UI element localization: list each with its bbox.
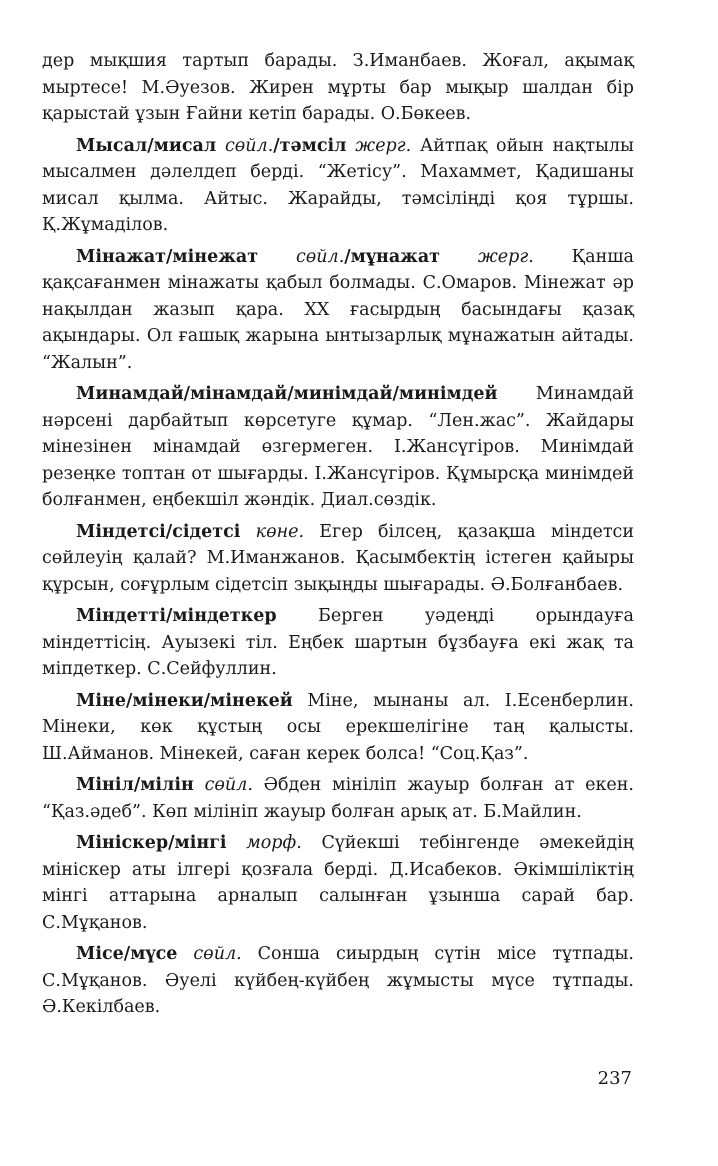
usage-mark: сөйл. bbox=[295, 246, 345, 267]
dictionary-entry bbox=[42, 244, 634, 377]
entry-headword: Міндетті/міндеткер bbox=[76, 606, 277, 626]
usage-mark: сөйл. bbox=[224, 135, 274, 156]
usage-mark: жерг. bbox=[477, 246, 534, 267]
usage-mark: сөйл. bbox=[193, 944, 242, 964]
dictionary-entry bbox=[42, 381, 634, 514]
entry-text: Қанша қақсағанмен мінажаты қабыл болмады. С.Омаров. Мінежат әр нақылдан жазып қара. XX ғасырдың басындағы қазақ ақындары. Ол ғашық жарына ынтызарлық мұнажатын айтады. “Жалын”. bbox=[42, 246, 634, 373]
entry-headword: Мысал/мисал bbox=[76, 135, 217, 156]
usage-mark: сөйл. bbox=[204, 775, 253, 795]
entry-text: Әбден мініліп жауыр болған ат екен. “Қаз.әдеб”. Көп мілініп жауыр болған арық ат. Б.Майлин. bbox=[42, 775, 634, 822]
usage-mark: көне. bbox=[255, 521, 305, 542]
dictionary-entry bbox=[42, 772, 634, 825]
page-number: 237 bbox=[597, 1068, 632, 1089]
dictionary-page bbox=[42, 48, 634, 1026]
usage-mark: жерг. bbox=[355, 135, 412, 156]
entry-headword: Мініскер/мінгі bbox=[76, 833, 227, 853]
entry-text: Берген уәдеңді орындауға міндеттісің. Ауызекі тіл. Еңбек шартын бұзбауға екі жақ та міпдеткер. С.Сейфуллин. bbox=[42, 606, 634, 679]
entry-headword-variant: /тәмсіл bbox=[273, 135, 347, 156]
entry-text: Міне, мынаны ал. І.Есенберлин. Мінеки, көк құстың осы ерекшелігіне таң қалысты. Ш.Айманов. Мінекей, саған керек болса! “Соц.Қаз”. bbox=[42, 690, 634, 764]
dictionary-entry bbox=[42, 519, 634, 599]
entry-text: Егер білсең, қазақша міндетси сөйлеуің қалай? М.Иманжанов. Қасымбектің істеген қайыры құрсын, соғұрлым сідетсіп зықыңды шығарады. Ә.Болғанбаев. bbox=[42, 521, 634, 595]
dictionary-entry bbox=[42, 603, 634, 683]
entry-headword: Міндетсі/сідетсі bbox=[76, 521, 241, 542]
usage-mark: морф. bbox=[246, 833, 302, 853]
entry-text: Минамдай нәрсені дарбайтып көрсетуге құмар. “Лен.жас”. Жайдары мінезінен мінамдай өзгермеген. І.Жансүгіров. Минімдай резеңке топтан от шығарды. І.Жансүгіров. Құмырсқа минімдей болғанмен, еңбекшіл жәндік. Диал.сөздік. bbox=[42, 384, 634, 510]
entry-text: Сүйекші тебінгенде әмекейдің мініскер аты ілгері қозғала берді. Д.Исабеков. Әкімшіліктің мінгі аттарына арналып салынған ұзынша сарай бар. С.Мұқанов. bbox=[42, 833, 634, 933]
entry-headword: Мінажат/мінежат bbox=[76, 246, 259, 267]
entry-headword-variant: /мұнажат bbox=[344, 246, 441, 267]
dictionary-entry bbox=[42, 48, 634, 128]
entry-headword: Мініл/мілін bbox=[76, 775, 194, 795]
dictionary-entry bbox=[42, 688, 634, 768]
dictionary-entry bbox=[42, 830, 634, 936]
dictionary-entry bbox=[42, 941, 634, 1021]
entry-text: Айтпақ ойын нақтылы мысалмен дәлелдеп берді. “Жетісу”. Махаммет, Қадишаны мисал қылма. Айтыс. Жарайды, тәмсіліңді қоя тұршы. Қ.Жұмаділов. bbox=[42, 135, 634, 235]
dictionary-entry bbox=[42, 133, 634, 239]
entry-headword: Минамдай/мінамдай/минімдай/минімдей bbox=[76, 384, 498, 404]
entry-headword: Місе/мүсе bbox=[76, 944, 178, 964]
entry-text: Сонша сиырдың сүтін місе тұтпады. С.Мұқанов. Әуелі күйбең-күйбең жұмысты мүсе тұтпады. Ә.Кекілбаев. bbox=[42, 944, 634, 1017]
entry-text: дер мықшия тартып барады. З.Иманбаев. Жоғал, ақымақ мыртесе! М.Әуезов. Жирен мұрты бар мықыр шалдан бір қарыстай ұзын Ғайни кетіп барады. О.Бөкеев. bbox=[42, 51, 634, 124]
entry-headword: Міне/мінеки/мінекей bbox=[76, 690, 293, 711]
